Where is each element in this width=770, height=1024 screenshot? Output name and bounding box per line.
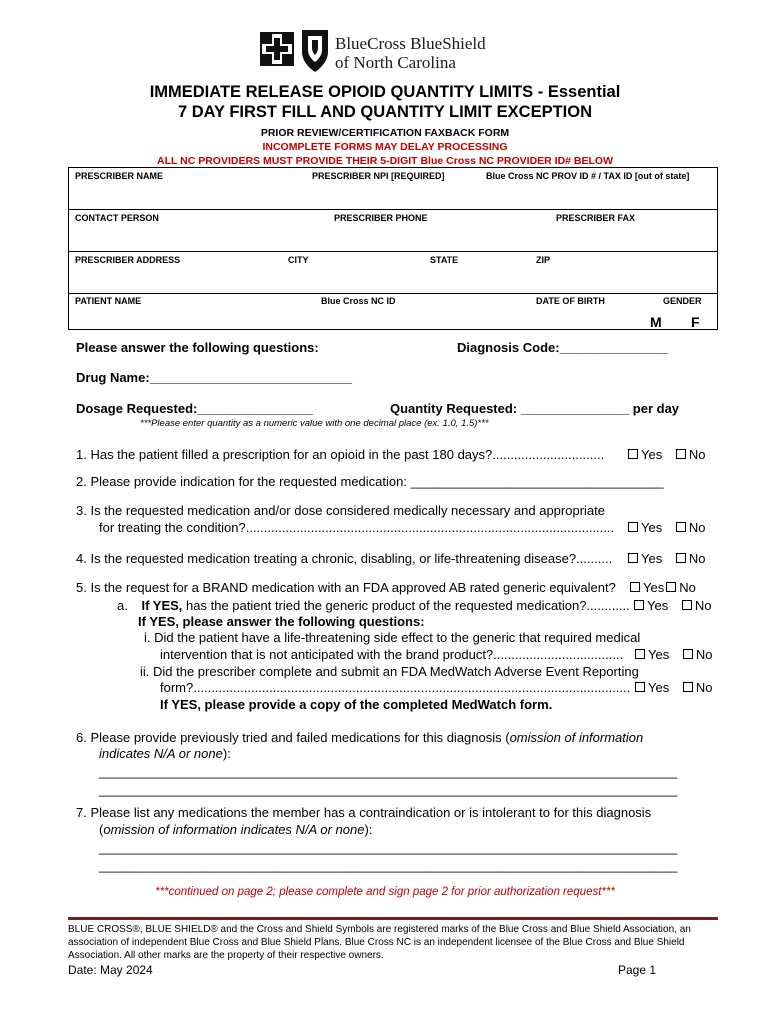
q4-yes-checkbox[interactable]	[628, 553, 638, 563]
q7-open: (	[99, 822, 104, 837]
prescriber-name-field[interactable]: PRESCRIBER NAME	[75, 171, 164, 181]
q5i-yes-checkbox[interactable]	[635, 649, 645, 659]
gender-label: GENDER	[663, 296, 702, 306]
q3-yes-checkbox[interactable]	[628, 522, 638, 532]
q5-yes-checkbox[interactable]	[630, 582, 640, 592]
question-3-cont: for treating the condition?......................................................................................................	[99, 520, 615, 535]
question-6	[76, 730, 643, 745]
q6-answer-line-1[interactable]: ________________________________________________________________________________	[99, 764, 678, 779]
q5ii-answers	[633, 680, 712, 695]
q5i-no-label: No	[695, 647, 713, 662]
question-6-cont	[99, 746, 231, 761]
page-number: Page 1	[618, 963, 657, 977]
state-field[interactable]: STATE	[430, 255, 459, 265]
question-5ii-cont: form?.........................................................................................................................	[160, 680, 631, 695]
prescriber-info-grid	[68, 167, 718, 330]
q3-no-label: No	[688, 520, 706, 535]
q5i-no-checkbox[interactable]	[683, 649, 693, 659]
q1-no-label: No	[688, 447, 706, 462]
q5-if-yes-heading: If YES, please answer the following questions:	[138, 614, 425, 629]
q4-no-label: No	[688, 551, 706, 566]
q5ii-yes-label: Yes	[648, 680, 670, 695]
logo-text	[335, 34, 486, 72]
prescriber-npi-field[interactable]: PRESCRIBER NPI [REQUIRED]	[312, 171, 445, 181]
q5a-if-yes: If YES,	[141, 598, 183, 613]
q6-na-note: indicates N/A or none	[99, 746, 223, 761]
warning-provider-id: ALL NC PROVIDERS MUST PROVIDE THEIR 5-DIGIT Blue Cross NC PROVIDER ID# BELOW	[156, 155, 614, 167]
q5a-yes-checkbox[interactable]	[634, 600, 644, 610]
shield-icon	[302, 30, 328, 72]
q6-close: ):	[222, 746, 231, 761]
legal-text: BLUE CROSS®, BLUE SHIELD® and the Cross and Shield Symbols are registered marks of the Blue Cross and Blue Shield Association, an association of independent Blue Cross and Blue Shield Plans. Blue Cross NC is an independent licensee of the Blue Cross and Blue Shield Association. All other marks are the property of their respective owners.	[68, 924, 691, 961]
grid-divider	[69, 293, 717, 294]
form-title: IMMEDIATE RELEASE OPIOID QUANTITY LIMITS - Essential	[149, 83, 621, 101]
gender-female-option[interactable]: F	[691, 314, 700, 330]
quantity-field[interactable]: Quantity Requested: _______________ per day	[390, 401, 680, 416]
question-5i: i. Did the patient have a life-threatening side effect to the generic that required medical	[144, 630, 641, 645]
q5a-marker: a.	[117, 598, 128, 613]
city-field[interactable]: CITY	[288, 255, 309, 265]
q5a-answers	[632, 598, 711, 613]
q5i-answers	[633, 647, 712, 662]
q4-answers	[626, 551, 705, 566]
q3-no-checkbox[interactable]	[676, 522, 686, 532]
q7-answer-line-1[interactable]: ________________________________________________________________________________	[99, 840, 678, 855]
q5-yes-label: Yes	[643, 580, 665, 595]
form-subtitle: 7 DAY FIRST FILL AND QUANTITY LIMIT EXCEPTION	[177, 103, 593, 121]
question-5a	[117, 598, 630, 613]
q5-no-checkbox[interactable]	[666, 582, 676, 592]
prov-id-field[interactable]: Blue Cross NC PROV ID # / TAX ID [out of state]	[486, 171, 690, 181]
prescriber-phone-field[interactable]: PRESCRIBER PHONE	[334, 213, 428, 223]
q5-no-label: No	[679, 580, 696, 595]
question-2[interactable]: 2. Please provide indication for the requested medication: ___________________________________	[76, 474, 664, 489]
diagnosis-code-field[interactable]: Diagnosis Code:_______________	[457, 340, 669, 355]
q7-answer-line-2[interactable]: ________________________________________________________________________________	[99, 858, 678, 873]
question-4: 4. Is the requested medication treating a chronic, disabling, or life-threatening disease?..........	[76, 551, 613, 566]
q5-answers	[630, 580, 696, 595]
contact-person-field[interactable]: CONTACT PERSON	[75, 213, 159, 223]
form-type: PRIOR REVIEW/CERTIFICATION FAXBACK FORM	[260, 127, 510, 139]
question-5i-cont: intervention that is not anticipated with the brand product?....................................	[160, 647, 624, 662]
q5ii-no-label: No	[695, 680, 713, 695]
q5a-yes-label: Yes	[647, 598, 669, 613]
q7-na-note: omission of information indicates N/A or none	[103, 822, 365, 837]
gender-male-option[interactable]: M	[650, 314, 662, 330]
q7-close: ):	[364, 822, 373, 837]
question-5ii: ii. Did the prescriber complete and submit an FDA MedWatch Adverse Event Reporting	[140, 664, 639, 679]
q6-answer-line-2[interactable]: ________________________________________________________________________________	[99, 782, 678, 797]
prescriber-fax-field[interactable]: PRESCRIBER FAX	[556, 213, 636, 223]
q4-no-checkbox[interactable]	[676, 553, 686, 563]
q3-answers	[626, 520, 705, 535]
grid-divider	[69, 251, 717, 252]
q5i-yes-label: Yes	[648, 647, 670, 662]
q5a-no-checkbox[interactable]	[682, 600, 692, 610]
q1-answers	[626, 447, 705, 462]
question-7: 7. Please list any medications the member has a contraindication or is intolerant to for this diagnosis	[76, 805, 652, 820]
q4-yes-label: Yes	[641, 551, 663, 566]
warning-incomplete: INCOMPLETE FORMS MAY DELAY PROCESSING	[262, 141, 508, 153]
dosage-field[interactable]: Dosage Requested:________________	[76, 401, 314, 416]
form-date: Date: May 2024	[68, 963, 153, 977]
prescriber-address-field[interactable]: PRESCRIBER ADDRESS	[75, 255, 181, 265]
logo-line1: BlueCross BlueShield	[335, 34, 486, 53]
question-3: 3. Is the requested medication and/or dose considered medically necessary and appropriate	[76, 503, 605, 518]
q1-yes-label: Yes	[641, 447, 663, 462]
question-7-cont	[99, 822, 372, 837]
q1-yes-checkbox[interactable]	[628, 449, 638, 459]
patient-name-field[interactable]: PATIENT NAME	[75, 296, 142, 306]
q5a-no-label: No	[694, 598, 712, 613]
q5ii-no-checkbox[interactable]	[683, 682, 693, 692]
medwatch-note: If YES, please provide a copy of the completed MedWatch form.	[160, 697, 553, 712]
question-1: 1. Has the patient filled a prescription for an opioid in the past 180 days?...............................	[76, 447, 605, 462]
q1-no-checkbox[interactable]	[676, 449, 686, 459]
answer-questions-heading: Please answer the following questions:	[76, 340, 319, 355]
logo-line2: of North Carolina	[335, 53, 456, 72]
cross-icon	[260, 32, 294, 66]
continued-note: ***continued on page 2; please complete and sign page 2 for prior authorization request***	[155, 886, 615, 898]
dob-field[interactable]: DATE OF BIRTH	[536, 296, 605, 306]
grid-divider	[69, 209, 717, 210]
quantity-note: ***Please enter quantity as a numeric value with one decimal place (ex. 1.0, 1.5)***	[140, 418, 489, 429]
q3-yes-label: Yes	[641, 520, 663, 535]
footer-divider	[68, 917, 718, 920]
bc-id-field[interactable]: Blue Cross NC ID	[321, 296, 396, 306]
question-5: 5. Is the request for a BRAND medication with an FDA approved AB rated generic equivalent?	[76, 580, 616, 595]
q5a-text: has the patient tried the generic product of the requested medication?............	[186, 598, 630, 613]
zip-field[interactable]: ZIP	[536, 255, 551, 265]
q5ii-yes-checkbox[interactable]	[635, 682, 645, 692]
q6-text: 6. Please provide previously tried and failed medications for this diagnosis (	[76, 730, 510, 745]
drug-name-field[interactable]: Drug Name:____________________________	[76, 370, 353, 385]
q6-omission: omission of information	[509, 730, 644, 745]
